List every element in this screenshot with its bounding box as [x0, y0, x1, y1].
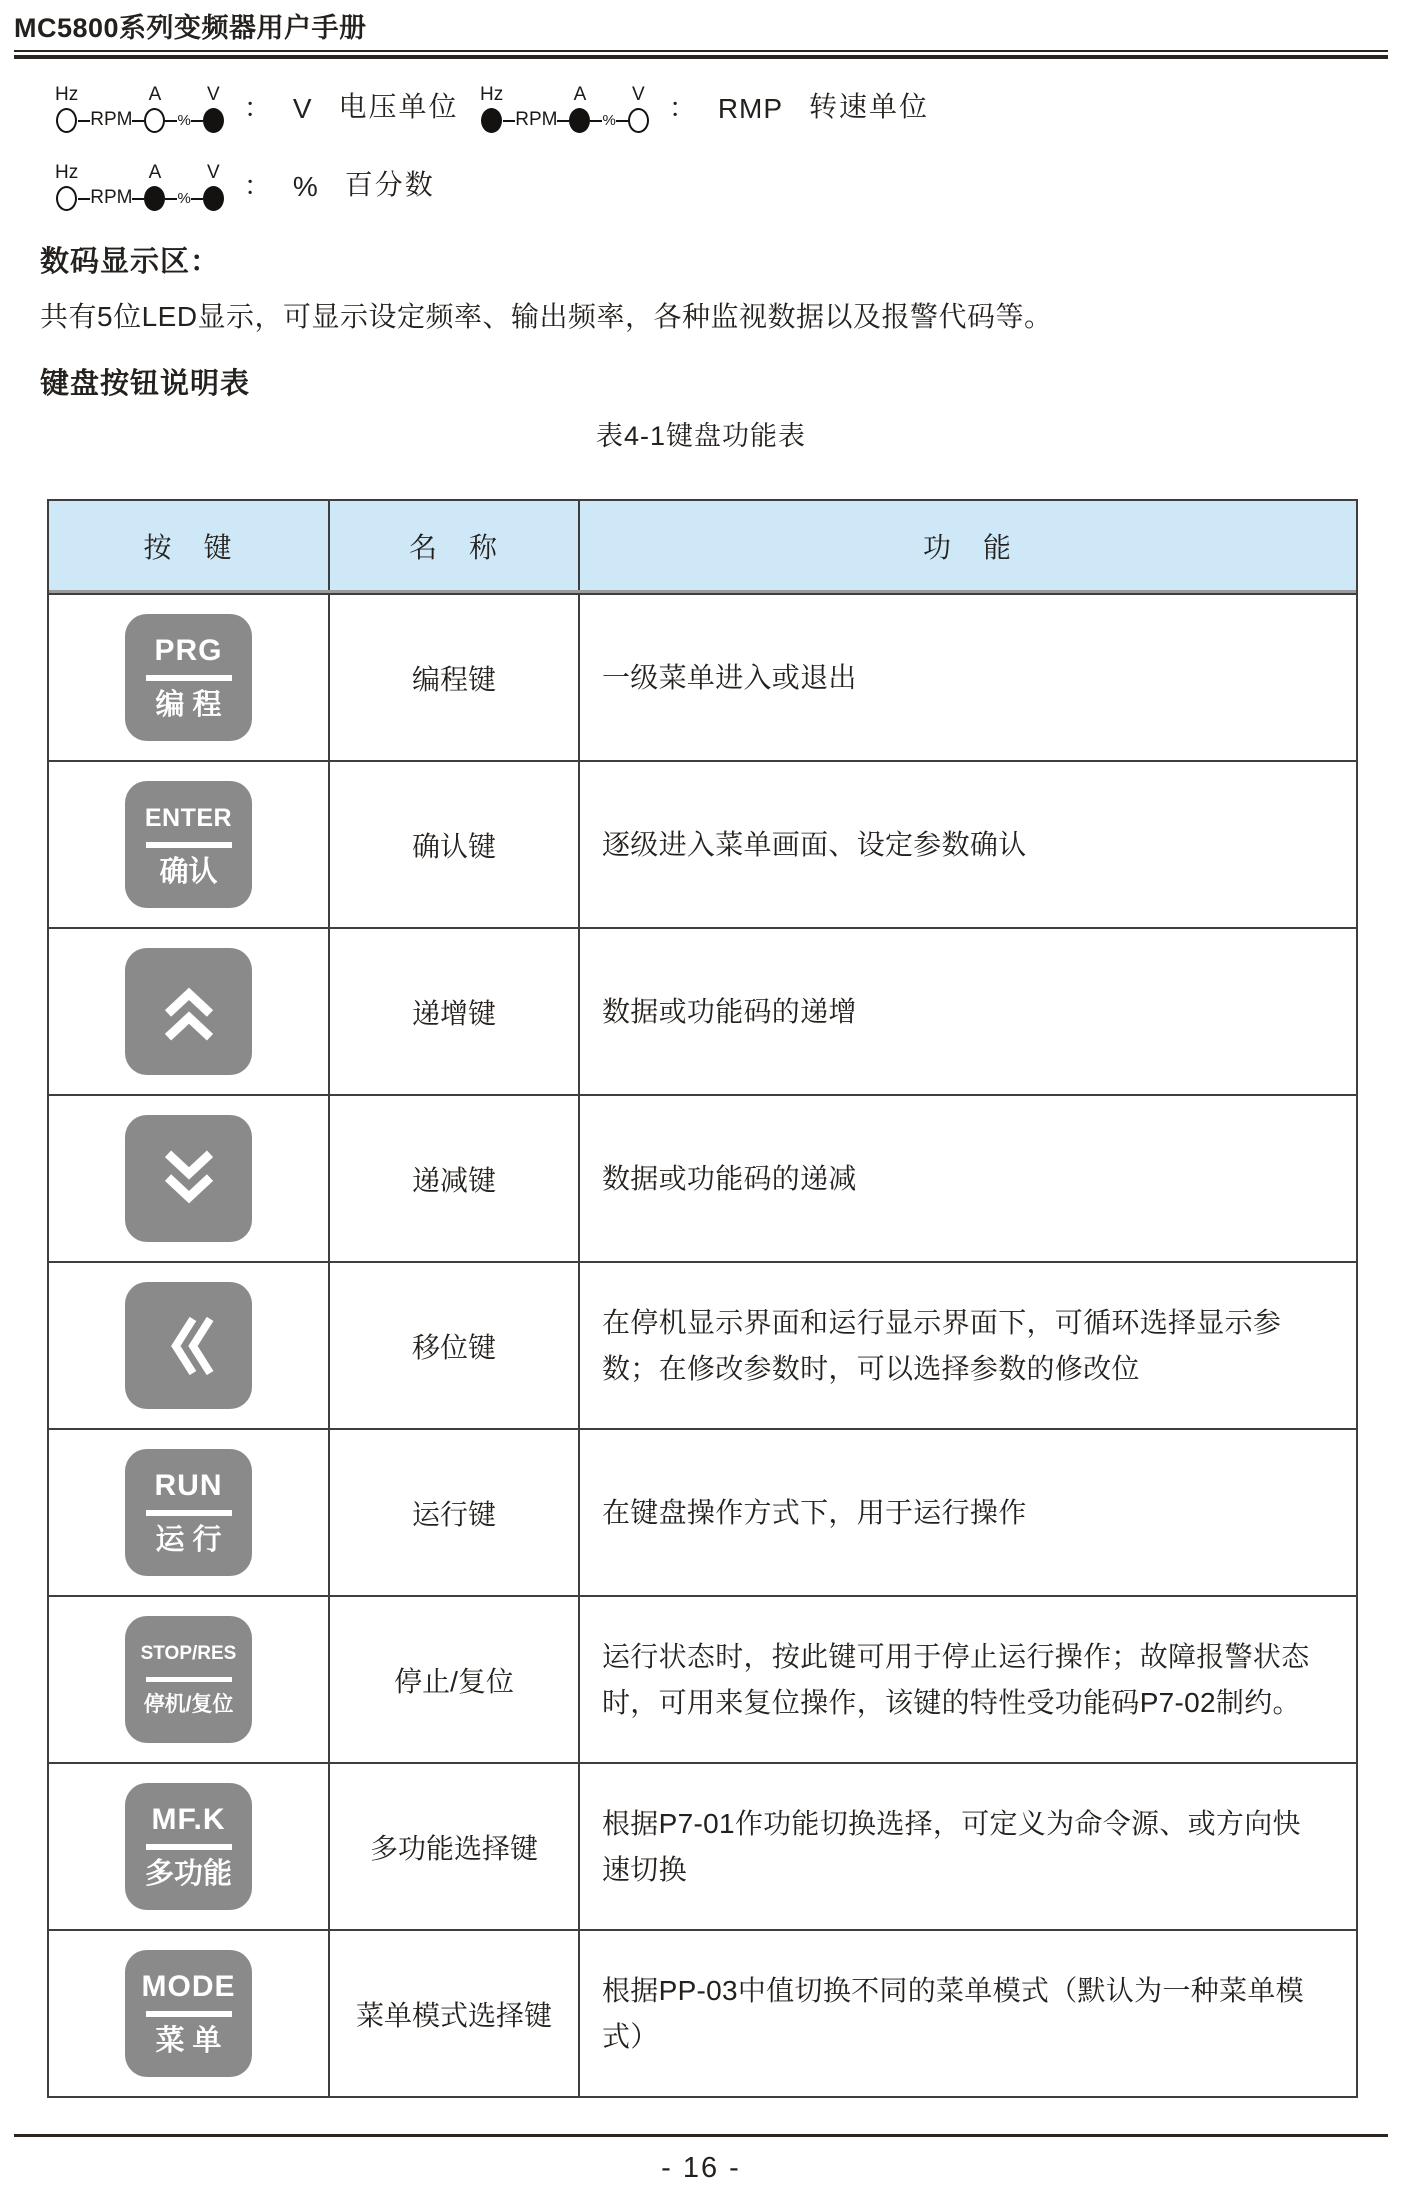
- led-unit: [55, 85, 78, 133]
- key-cell: [49, 1096, 330, 1261]
- keypad-section-heading: 键盘按钮说明表: [40, 368, 251, 400]
- chevrons-up-icon: [154, 977, 224, 1047]
- led-label: Hz: [480, 84, 504, 105]
- connector-line: [78, 198, 90, 201]
- table-caption: 表4-1键盘功能表: [595, 421, 807, 451]
- led-label: Hz: [55, 84, 79, 105]
- key-cell: [49, 1263, 330, 1428]
- key-name-cell: 递减键: [330, 1096, 580, 1261]
- led-circle-open: [144, 108, 165, 133]
- led-label: V: [206, 84, 220, 105]
- key-function-cell: 逐级进入菜单画面、设定参数确认: [602, 828, 1027, 860]
- key-top-label: PRG: [154, 633, 223, 667]
- key-divider-line: [146, 842, 232, 848]
- led-circle-filled: [203, 186, 224, 211]
- led-unit: [628, 85, 649, 133]
- key-function-cell: 在键盘操作方式下，用于运行操作: [602, 1496, 1027, 1528]
- led-label: V: [631, 84, 645, 105]
- table-row: [49, 1094, 1356, 1261]
- key-cell: [49, 595, 330, 760]
- connector-line: [165, 120, 177, 123]
- connector-line: [590, 120, 602, 123]
- key-function-cell: 根据PP-03中值切换不同的菜单模式（默认为一种菜单模式）: [602, 1974, 1304, 2052]
- key-cell: [49, 1931, 330, 2096]
- key-button: [125, 614, 252, 741]
- led-label: A: [148, 84, 162, 105]
- connector-line: [132, 120, 144, 123]
- digital-display-heading: 数码显示区：: [40, 246, 221, 278]
- connector-line: [191, 120, 203, 123]
- key-cell: [49, 1597, 330, 1762]
- key-top-label: MODE: [141, 1969, 236, 2003]
- led-unit: [203, 163, 224, 211]
- key-cell: [49, 762, 330, 927]
- key-function-cell: 数据或功能码的递增: [602, 995, 857, 1027]
- key-button: [125, 1282, 252, 1409]
- led-label: A: [573, 84, 587, 105]
- page-title: MC5800系列变频器用户手册: [14, 13, 367, 43]
- key-top-label: MF.K: [151, 1802, 226, 1836]
- led-unit: [569, 85, 590, 133]
- chevrons-down-icon: [154, 1144, 224, 1214]
- led-legend-item: [480, 85, 929, 133]
- connector-label: RPM: [90, 109, 133, 130]
- led-unit: [480, 85, 503, 133]
- led-circle-open: [56, 186, 77, 211]
- connector-line: [191, 198, 203, 201]
- key-divider-line: [146, 675, 232, 681]
- key-button: [125, 948, 252, 1075]
- table-header-key: 按 键: [49, 501, 330, 590]
- key-divider-line: [146, 1677, 232, 1682]
- key-bottom-label: 菜 单: [155, 2024, 222, 2057]
- led-unit: [144, 85, 165, 133]
- led-circle-open: [628, 108, 649, 133]
- table-row: [49, 1595, 1356, 1762]
- key-name-cell: 运行键: [330, 1430, 580, 1595]
- table-row: [49, 593, 1356, 760]
- led-unit: [203, 85, 224, 133]
- key-bottom-label: 确认: [159, 855, 218, 888]
- connector-line: [165, 198, 177, 201]
- key-name-cell: 菜单模式选择键: [330, 1931, 580, 2096]
- legend-symbol: V: [292, 93, 313, 124]
- key-divider-line: [146, 1844, 232, 1850]
- led-unit: [144, 163, 165, 211]
- key-button: [125, 1783, 252, 1910]
- key-button: [125, 1950, 252, 2077]
- connector-label: %: [602, 112, 616, 129]
- led-legend-item: [55, 85, 480, 133]
- footer-rule-divider: [14, 2134, 1388, 2137]
- table-header-row: [49, 501, 1356, 593]
- legend-meaning: 转速单位: [809, 91, 930, 122]
- table-header-function: 功 能: [922, 531, 1013, 563]
- key-function-cell: 一级菜单进入或退出: [602, 661, 857, 693]
- connector-label: %: [177, 190, 191, 207]
- connector-label: RPM: [515, 109, 558, 130]
- key-function-cell: 根据P7-01作功能切换选择，可定义为命令源、或方向快速切换: [602, 1807, 1301, 1885]
- table-row: [49, 927, 1356, 1094]
- connector-label: RPM: [90, 187, 133, 208]
- key-button: [125, 1449, 252, 1576]
- legend-meaning: 百分数: [344, 169, 435, 200]
- table-row: [49, 1261, 1356, 1428]
- led-circle-filled: [203, 108, 224, 133]
- table-row: [49, 1929, 1356, 2096]
- key-top-label: STOP/RES: [140, 1643, 237, 1664]
- chevrons-left-icon: [156, 1309, 222, 1383]
- key-divider-line: [146, 2011, 232, 2017]
- page-number: - 16 -: [661, 2152, 741, 2184]
- key-function-cell: 在停机显示界面和运行显示界面下，可循环选择显示参数；在修改参数时，可以选择参数的修改位: [602, 1306, 1282, 1384]
- key-cell: [49, 929, 330, 1094]
- led-label: V: [206, 162, 220, 183]
- header-rule-divider: [14, 50, 1388, 59]
- led-chain: [480, 85, 649, 133]
- led-circle-filled: [569, 108, 590, 133]
- key-bottom-label: 编 程: [155, 688, 222, 721]
- led-circle-open: [56, 108, 77, 133]
- connector-line: [616, 120, 628, 123]
- key-name-cell: 递增键: [330, 929, 580, 1094]
- key-button: [125, 781, 252, 908]
- key-cell: [49, 1430, 330, 1595]
- digital-display-paragraph: 共有5位LED显示，可显示设定频率、输出频率，各种监视数据以及报警代码等。: [40, 301, 1053, 332]
- key-name-cell: 确认键: [330, 762, 580, 927]
- table-row: [49, 1428, 1356, 1595]
- connector-line: [132, 198, 144, 201]
- legend-symbol: %: [292, 171, 319, 202]
- led-chain: [55, 85, 224, 133]
- led-circle-filled: [144, 186, 165, 211]
- key-bottom-label: 多功能: [144, 1857, 232, 1890]
- key-bottom-label: 停机/复位: [143, 1693, 234, 1716]
- connector-line: [78, 120, 90, 123]
- key-function-cell: 数据或功能码的递减: [602, 1162, 857, 1194]
- led-label: A: [148, 162, 162, 183]
- key-function-cell: 运行状态时，按此键可用于停止运行操作；故障报警状态时，可用来复位操作，该键的特性受功能码P7-02制约。: [602, 1640, 1310, 1718]
- connector-line: [503, 120, 515, 123]
- legend-meaning: 电压单位: [338, 91, 459, 122]
- led-legend-item: [55, 163, 480, 211]
- keypad-function-table: [47, 499, 1358, 2098]
- legend-colon: ：: [243, 93, 271, 123]
- table-row: [49, 760, 1356, 927]
- legend-symbol: RMP: [717, 93, 784, 124]
- key-button: [125, 1115, 252, 1242]
- key-divider-line: [146, 1510, 232, 1516]
- led-chain: [55, 163, 224, 211]
- key-top-label: ENTER: [144, 803, 233, 832]
- led-legend-row-2: [0, 163, 1402, 211]
- key-name-cell: 移位键: [330, 1263, 580, 1428]
- led-unit: [55, 163, 78, 211]
- key-name-cell: 多功能选择键: [330, 1764, 580, 1929]
- key-name-cell: 编程键: [330, 595, 580, 760]
- key-name-cell: 停止/复位: [330, 1597, 580, 1762]
- led-label: Hz: [55, 162, 79, 183]
- table-row: [49, 1762, 1356, 1929]
- led-legend-row-1: [0, 85, 1402, 133]
- key-bottom-label: 运 行: [155, 1523, 222, 1556]
- key-button: [125, 1616, 252, 1743]
- led-circle-filled: [481, 108, 502, 133]
- connector-line: [557, 120, 569, 123]
- legend-colon: ：: [243, 171, 271, 201]
- legend-colon: ：: [668, 93, 696, 123]
- connector-label: %: [177, 112, 191, 129]
- table-header-name: 名 称: [330, 501, 580, 590]
- key-cell: [49, 1764, 330, 1929]
- key-top-label: RUN: [154, 1468, 223, 1502]
